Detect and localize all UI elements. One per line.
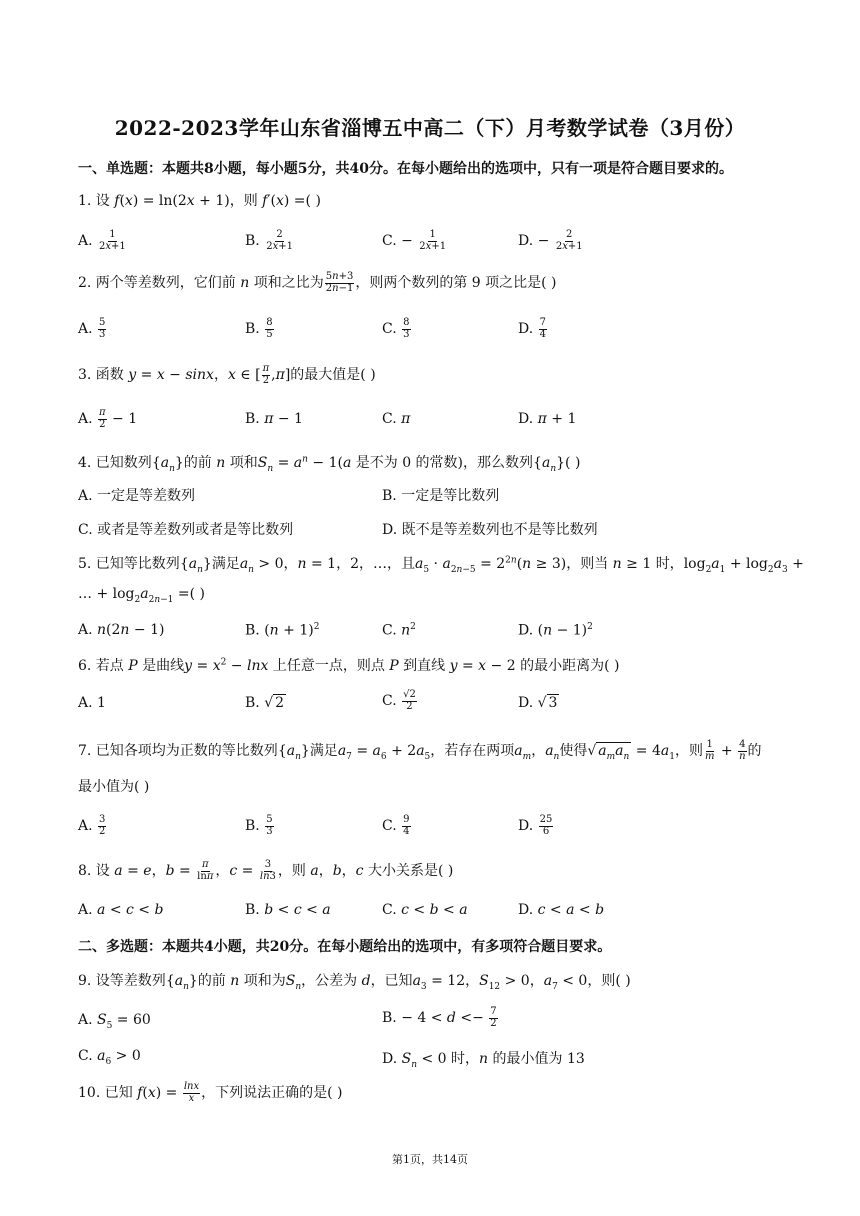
q8-option-d: D. c < a < b (518, 902, 605, 918)
q2-option-a: A. $\frac{5}{3}$ (78, 317, 106, 340)
question-10: 10. 已知 f(x) = $\frac{\ln x}{x}$ ，下列说法正确的是( ) (78, 1081, 343, 1104)
q4-option-d: D. 既不是等差数列也不是等比数列 (382, 522, 598, 538)
q3-option-c: C. π (382, 411, 411, 427)
q4-option-a: A. 一定是等差数列 (78, 488, 196, 504)
question-2: 2. 两个等差数列，它们前 n 项和之比为 $\frac{5n+3}{2n-1}$ ，则两个数列的第 9 项之比是( ) (78, 271, 557, 294)
page-footer: 第1页，共14页 (392, 1153, 468, 1166)
q1-option-c: C. − $\frac{1}{2x+1}$ (382, 229, 447, 252)
q8-option-c: C. c < b < a (382, 902, 468, 918)
question-7-line2: 最小值为( ) (78, 779, 150, 795)
q5-option-a: A. n(2n − 1) (78, 622, 165, 638)
q3-option-b: B. π − 1 (245, 411, 303, 427)
question-5-line2: … + $\log_2a_{2n-1}$ =( ) (78, 586, 205, 605)
q6-option-a: A. 1 (78, 695, 106, 711)
q2-option-d: D. $\frac{7}{4}$ (518, 317, 547, 340)
q3-option-d: D. π + 1 (518, 411, 577, 427)
q7-option-b: B. $\frac{5}{3}$ (245, 814, 273, 837)
question-1: 1. 设 f(x) = ln(2x + 1)，则 f′(x) =( ) (78, 193, 321, 209)
q2-option-b: B. $\frac{8}{5}$ (245, 317, 273, 340)
question-3: 3. 函数 y = x − sinx，x ∈ [ $\frac{\pi}{2}$ ,π]的最大值是( ) (78, 363, 376, 386)
q1-option-a: A. $\frac{1}{2x+1}$ (78, 229, 126, 252)
section-multiple-choice: 二、多选题：本题共4小题，共20分。在每小题给出的选项中，有多项符合题目要求。 (78, 939, 612, 955)
q6-option-d: D. √ 3 (518, 695, 558, 711)
page-title: 2022-2023学年山东省淄博五中高二（下）月考数学试卷（3月份） (114, 116, 746, 140)
q6-option-b: B. √ 2 (245, 695, 285, 711)
question-8: 8. 设 a = e，b = $\frac{\pi}{\ln\pi}$ ，c = $\frac{3}{\ln 3}$ ，则 a，b，c 大小关系是( ) (78, 859, 454, 882)
q1-option-b: B. $\frac{2}{2x+1}$ (245, 229, 293, 252)
q7-option-a: A. $\frac{3}{2}$ (78, 814, 106, 837)
q7-option-c: C. $\frac{9}{4}$ (382, 814, 410, 837)
section-single-choice: 一、单选题：本题共8小题，每小题5分，共40分。在每小题给出的选项中，只有一项是符合题目要求的。 (78, 161, 733, 177)
q4-option-b: B. 一定是等比数列 (382, 488, 500, 504)
question-6: 6. 若点 P 是曲线$y = x^2 - \ln x$ 上任意一点，则点 P 到直线 y = x − 2 的最小距离为( ) (78, 657, 620, 674)
q9-option-d: D. $S_n < 0$ 时，n 的最小值为 13 (382, 1051, 585, 1070)
q9-option-c: C. $a_6 > 0$ (78, 1048, 141, 1067)
q6-option-c: C. $\frac{√2}{2}$ (382, 689, 416, 712)
question-4: 4. 已知数列$\{a_n\}$的前 n 项和$S_n = a^n - 1(a$ 是不为 0 的常数)，那么数列$\{a_n\}$( ) (78, 454, 581, 474)
q5-option-d: D. $(n - 1)^2$ (518, 622, 593, 639)
q5-option-b: B. $(n + 1)^2$ (245, 622, 320, 639)
question-7-line1: 7. 已知各项均为正数的等比数列$\{a_n\}$满足$a_7 = a_6 + 2a_5$，若存在两项$a_m$，$a_n$使得√ $a_ma_n = 4a_1$，则 $\frac{1}{m}$ + $\frac{4}{n}$ 的 (78, 739, 762, 762)
q7-option-d: D. $\frac{25}{6}$ (518, 814, 553, 837)
q9-option-b: B. − 4 < d <− $\frac{7}{2}$ (382, 1006, 497, 1029)
q4-option-c: C. 或者是等差数列或者是等比数列 (78, 522, 294, 538)
question-5-line1: 5. 已知等比数列$\{a_n\}$满足$a_n > 0$，n = 1，2，…，且$a_5 \cdot a_{2n-5} = 2^{2n}(n \ge 3)$，则当 n ≥ 1 时，$\log_2a_1 + \log_2a_3$ + (78, 555, 804, 575)
question-9: 9. 设等差数列$\{a_n\}$的前 n 项和为$S_n$，公差为 d，已知$a_3 = 12$，$S_{12} > 0$，$a_7 < 0$，则( ) (78, 973, 631, 992)
q8-option-a: A. a < c < b (78, 902, 164, 918)
q2-option-c: C. $\frac{8}{3}$ (382, 317, 410, 340)
q5-option-c: C. $n^2$ (382, 622, 416, 639)
q3-option-a: A. $\frac{\pi}{2}$ − 1 (78, 407, 138, 430)
q8-option-b: B. b < c < a (245, 902, 331, 918)
q1-option-d: D. − $\frac{2}{2x+1}$ (518, 229, 583, 252)
q9-option-a: A. $S_5 = 60$ (78, 1012, 151, 1031)
